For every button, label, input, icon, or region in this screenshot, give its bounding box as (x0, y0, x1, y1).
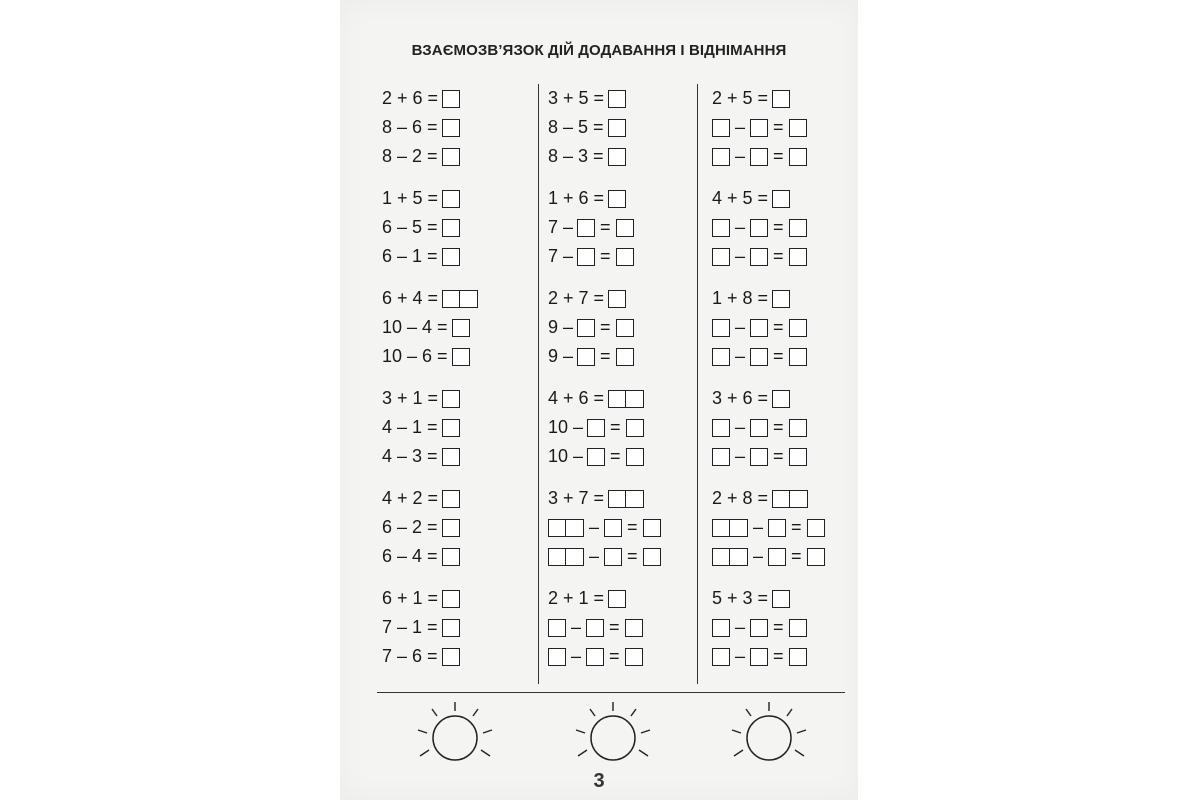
equation-text: 8 – 6 = (382, 117, 438, 137)
operator-symbol: – (735, 146, 746, 166)
equation-text: 1 + 6 = (548, 188, 605, 208)
equation-line (382, 184, 478, 213)
operator-symbol: – (735, 646, 746, 666)
answer-box[interactable] (712, 619, 730, 637)
operator-symbol: = (773, 446, 784, 466)
answer-box-double[interactable] (608, 490, 644, 508)
equation-line (382, 584, 478, 613)
answer-box[interactable] (768, 519, 786, 537)
answer-box[interactable] (625, 648, 643, 666)
answer-box[interactable] (789, 148, 807, 166)
equation-line (712, 113, 825, 142)
answer-box-double[interactable] (712, 519, 748, 537)
answer-box[interactable] (442, 448, 460, 466)
equation-line (548, 142, 661, 171)
page-title: ВЗАЄМОЗВ’ЯЗОК ДІЙ ДОДАВАННЯ І ВІДНІМАННЯ (411, 42, 787, 59)
equation-text: 4 – 1 = (382, 417, 438, 437)
equation-line (712, 442, 825, 471)
answer-box[interactable] (608, 119, 626, 137)
answer-box[interactable] (608, 148, 626, 166)
operator-symbol: – (571, 646, 582, 666)
equation-line (712, 484, 825, 513)
operator-symbol: – (753, 517, 764, 537)
equation-text: 2 + 7 = (548, 288, 605, 308)
digit-box[interactable] (712, 519, 730, 537)
answer-box[interactable] (750, 319, 768, 337)
answer-box[interactable] (442, 390, 460, 408)
answer-box[interactable] (712, 119, 730, 137)
answer-box[interactable] (712, 319, 730, 337)
equation-line (382, 513, 478, 542)
equation-text: 8 – 5 = (548, 117, 604, 137)
answer-box[interactable] (789, 248, 807, 266)
equation-line (712, 413, 825, 442)
answer-box-double[interactable] (548, 519, 584, 537)
equation-line (712, 213, 825, 242)
operator-symbol: = (773, 146, 784, 166)
answer-box[interactable] (789, 219, 807, 237)
column-divider (538, 84, 539, 684)
operator-symbol: = (791, 546, 802, 566)
answer-box[interactable] (442, 519, 460, 537)
answer-box[interactable] (577, 248, 595, 266)
answer-box[interactable] (712, 148, 730, 166)
answer-box[interactable] (643, 548, 661, 566)
equation-line (548, 542, 661, 571)
answer-box[interactable] (442, 119, 460, 137)
exercise-group (382, 84, 478, 171)
exercise-group (548, 284, 661, 371)
answer-box[interactable] (442, 219, 460, 237)
operator-symbol: = (600, 317, 611, 337)
equation-line (548, 484, 661, 513)
equation-text: 4 + 2 = (382, 488, 439, 508)
answer-box[interactable] (789, 119, 807, 137)
answer-box-double[interactable] (548, 548, 584, 566)
equation-line (548, 513, 661, 542)
equation-text: 2 + 1 = (548, 588, 605, 608)
answer-box[interactable] (750, 448, 768, 466)
equation-line (712, 184, 825, 213)
exercise-group (548, 184, 661, 271)
equation-line (712, 513, 825, 542)
answer-box[interactable] (750, 219, 768, 237)
answer-box[interactable] (772, 90, 790, 108)
equation-line (382, 313, 478, 342)
answer-box[interactable] (626, 419, 644, 437)
digit-box[interactable] (548, 548, 566, 566)
answer-box[interactable] (789, 448, 807, 466)
exercise-group (712, 484, 825, 571)
equation-line (712, 284, 825, 313)
digit-box[interactable] (608, 390, 626, 408)
exercise-group (712, 284, 825, 371)
answer-box[interactable] (442, 419, 460, 437)
equation-text: 10 – (548, 417, 584, 437)
equation-line (548, 413, 661, 442)
answer-box[interactable] (625, 619, 643, 637)
equation-line (712, 342, 825, 371)
digit-box[interactable] (626, 490, 644, 508)
equation-line (548, 313, 661, 342)
answer-box[interactable] (608, 290, 626, 308)
answer-box[interactable] (789, 319, 807, 337)
answer-box[interactable] (789, 348, 807, 366)
operator-symbol: = (600, 246, 611, 266)
answer-box[interactable] (712, 448, 730, 466)
digit-box[interactable] (626, 390, 644, 408)
digit-box[interactable] (566, 548, 584, 566)
answer-box[interactable] (616, 219, 634, 237)
answer-box-double[interactable] (442, 290, 478, 308)
equation-line (548, 84, 661, 113)
answer-box[interactable] (772, 190, 790, 208)
equation-line (712, 384, 825, 413)
operator-symbol: = (773, 246, 784, 266)
sun-icon (724, 700, 814, 775)
equation-line (382, 384, 478, 413)
operator-symbol: = (610, 417, 621, 437)
digit-box[interactable] (548, 519, 566, 537)
answer-box[interactable] (789, 619, 807, 637)
exercise-group (548, 384, 661, 471)
equation-text: 9 – (548, 346, 574, 366)
answer-box[interactable] (643, 519, 661, 537)
operator-symbol: = (791, 517, 802, 537)
operator-symbol: = (773, 346, 784, 366)
operator-symbol: – (735, 117, 746, 137)
answer-box[interactable] (604, 548, 622, 566)
answer-box[interactable] (442, 590, 460, 608)
answer-box[interactable] (452, 348, 470, 366)
answer-box[interactable] (772, 590, 790, 608)
equation-text: 10 – (548, 446, 584, 466)
equation-line (548, 242, 661, 271)
equation-line (382, 84, 478, 113)
operator-symbol: – (735, 217, 746, 237)
equation-line (382, 442, 478, 471)
column-3 (712, 84, 825, 684)
operator-symbol: = (773, 617, 784, 637)
answer-box-double[interactable] (608, 390, 644, 408)
answer-box[interactable] (750, 348, 768, 366)
sun-icon (410, 700, 500, 775)
equation-line (712, 613, 825, 642)
equation-line (382, 213, 478, 242)
equation-text: 3 + 5 = (548, 88, 605, 108)
answer-box[interactable] (750, 648, 768, 666)
answer-box[interactable] (442, 619, 460, 637)
equation-text: 1 + 5 = (382, 188, 439, 208)
equation-line (712, 84, 825, 113)
equation-text: 4 + 6 = (548, 388, 605, 408)
digit-box[interactable] (730, 548, 748, 566)
answer-box[interactable] (712, 219, 730, 237)
equation-line (548, 613, 661, 642)
operator-symbol: – (735, 417, 746, 437)
exercise-group (382, 584, 478, 671)
exercise-group (712, 84, 825, 171)
equation-text: 4 + 5 = (712, 188, 769, 208)
digit-box[interactable] (790, 490, 808, 508)
equation-line (712, 542, 825, 571)
exercise-group (548, 484, 661, 571)
answer-box[interactable] (626, 448, 644, 466)
equation-line (548, 184, 661, 213)
answer-box[interactable] (712, 419, 730, 437)
equation-line (548, 284, 661, 313)
equation-line (548, 213, 661, 242)
answer-box[interactable] (442, 248, 460, 266)
answer-box[interactable] (442, 648, 460, 666)
operator-symbol: – (735, 246, 746, 266)
answer-box[interactable] (577, 219, 595, 237)
equation-line (382, 413, 478, 442)
equation-line (382, 284, 478, 313)
equation-line (712, 584, 825, 613)
answer-box[interactable] (442, 490, 460, 508)
answer-box[interactable] (452, 319, 470, 337)
answer-box[interactable] (616, 248, 634, 266)
equation-line (548, 642, 661, 671)
equation-text: 6 – 4 = (382, 546, 438, 566)
operator-symbol: – (735, 617, 746, 637)
operator-symbol: = (773, 117, 784, 137)
equation-line (382, 342, 478, 371)
equation-text: 3 + 1 = (382, 388, 439, 408)
equation-line (382, 642, 478, 671)
answer-box[interactable] (548, 648, 566, 666)
exercise-group (382, 384, 478, 471)
operator-symbol: = (773, 317, 784, 337)
equation-text: 6 – 5 = (382, 217, 438, 237)
equation-text: 3 + 6 = (712, 388, 769, 408)
equation-line (548, 342, 661, 371)
answer-box[interactable] (608, 590, 626, 608)
exercise-group (548, 584, 661, 671)
answer-box[interactable] (586, 619, 604, 637)
operator-symbol: – (753, 546, 764, 566)
answer-box[interactable] (587, 419, 605, 437)
answer-box[interactable] (750, 148, 768, 166)
equation-text: 8 – 3 = (548, 146, 604, 166)
answer-box[interactable] (712, 648, 730, 666)
equation-text: 1 + 8 = (712, 288, 769, 308)
answer-box[interactable] (712, 248, 730, 266)
exercise-group (712, 184, 825, 271)
answer-box[interactable] (548, 619, 566, 637)
equation-line (382, 113, 478, 142)
answer-box[interactable] (586, 648, 604, 666)
equation-text: 6 + 4 = (382, 288, 439, 308)
operator-symbol: = (773, 646, 784, 666)
exercise-group (548, 84, 661, 171)
equation-text: 6 – 2 = (382, 517, 438, 537)
operator-symbol: = (600, 346, 611, 366)
answer-box[interactable] (442, 90, 460, 108)
answer-box[interactable] (577, 348, 595, 366)
digit-box[interactable] (442, 290, 460, 308)
equation-line (382, 242, 478, 271)
answer-box[interactable] (772, 290, 790, 308)
equation-text: 6 – 1 = (382, 246, 438, 266)
exercise-group (712, 384, 825, 471)
exercise-group (712, 584, 825, 671)
equation-text: 2 + 8 = (712, 488, 769, 508)
operator-symbol: = (609, 646, 620, 666)
equation-text: 7 – 1 = (382, 617, 438, 637)
operator-symbol: – (735, 346, 746, 366)
equation-line (548, 113, 661, 142)
operator-symbol: – (589, 517, 600, 537)
equation-text: 10 – 4 = (382, 317, 448, 337)
answer-box[interactable] (442, 190, 460, 208)
equation-line (548, 584, 661, 613)
operator-symbol: = (609, 617, 620, 637)
operator-symbol: = (773, 217, 784, 237)
operator-symbol: = (627, 546, 638, 566)
equation-line (548, 384, 661, 413)
operator-symbol: – (735, 446, 746, 466)
equation-line (712, 242, 825, 271)
answer-box[interactable] (750, 248, 768, 266)
equation-line (382, 613, 478, 642)
column-2 (548, 84, 661, 684)
operator-symbol: – (735, 317, 746, 337)
operator-symbol: = (610, 446, 621, 466)
bottom-divider (377, 692, 845, 693)
sun-icon (568, 700, 658, 775)
operator-symbol: = (627, 517, 638, 537)
operator-symbol: – (589, 546, 600, 566)
answer-box[interactable] (750, 419, 768, 437)
answer-box-double[interactable] (772, 490, 808, 508)
answer-box[interactable] (616, 348, 634, 366)
digit-box[interactable] (712, 548, 730, 566)
equation-line (712, 313, 825, 342)
digit-box[interactable] (460, 290, 478, 308)
exercise-group (382, 484, 478, 571)
answer-box-double[interactable] (712, 548, 748, 566)
equation-line (548, 442, 661, 471)
answer-box[interactable] (789, 419, 807, 437)
operator-symbol: = (773, 417, 784, 437)
equation-text: 3 + 7 = (548, 488, 605, 508)
column-1 (382, 84, 478, 684)
answer-box[interactable] (577, 319, 595, 337)
answer-box[interactable] (789, 648, 807, 666)
answer-box[interactable] (750, 619, 768, 637)
equation-line (712, 642, 825, 671)
answer-box[interactable] (608, 190, 626, 208)
answer-box[interactable] (442, 548, 460, 566)
equation-text: 6 + 1 = (382, 588, 439, 608)
exercise-group (382, 184, 478, 271)
answer-box[interactable] (587, 448, 605, 466)
equation-line (382, 484, 478, 513)
equation-text: 4 – 3 = (382, 446, 438, 466)
answer-box[interactable] (616, 319, 634, 337)
equation-text: 7 – (548, 246, 574, 266)
equation-text: 10 – 6 = (382, 346, 448, 366)
digit-box[interactable] (730, 519, 748, 537)
operator-symbol: = (600, 217, 611, 237)
equation-text: 7 – 6 = (382, 646, 438, 666)
equation-text: 2 + 5 = (712, 88, 769, 108)
answer-box[interactable] (604, 519, 622, 537)
page-number: 3 (593, 770, 605, 792)
equation-line (382, 142, 478, 171)
equation-text: 8 – 2 = (382, 146, 438, 166)
exercise-group (382, 284, 478, 371)
equation-line (382, 542, 478, 571)
answer-box[interactable] (442, 148, 460, 166)
digit-box[interactable] (608, 490, 626, 508)
digit-box[interactable] (566, 519, 584, 537)
answer-box[interactable] (750, 119, 768, 137)
answer-box[interactable] (807, 548, 825, 566)
answer-box[interactable] (712, 348, 730, 366)
answer-box[interactable] (772, 390, 790, 408)
answer-box[interactable] (768, 548, 786, 566)
equation-line (712, 142, 825, 171)
answer-box[interactable] (608, 90, 626, 108)
operator-symbol: – (571, 617, 582, 637)
equation-text: 9 – (548, 317, 574, 337)
column-divider (697, 84, 698, 684)
digit-box[interactable] (772, 490, 790, 508)
equation-text: 7 – (548, 217, 574, 237)
equation-text: 5 + 3 = (712, 588, 769, 608)
answer-box[interactable] (807, 519, 825, 537)
equation-text: 2 + 6 = (382, 88, 439, 108)
